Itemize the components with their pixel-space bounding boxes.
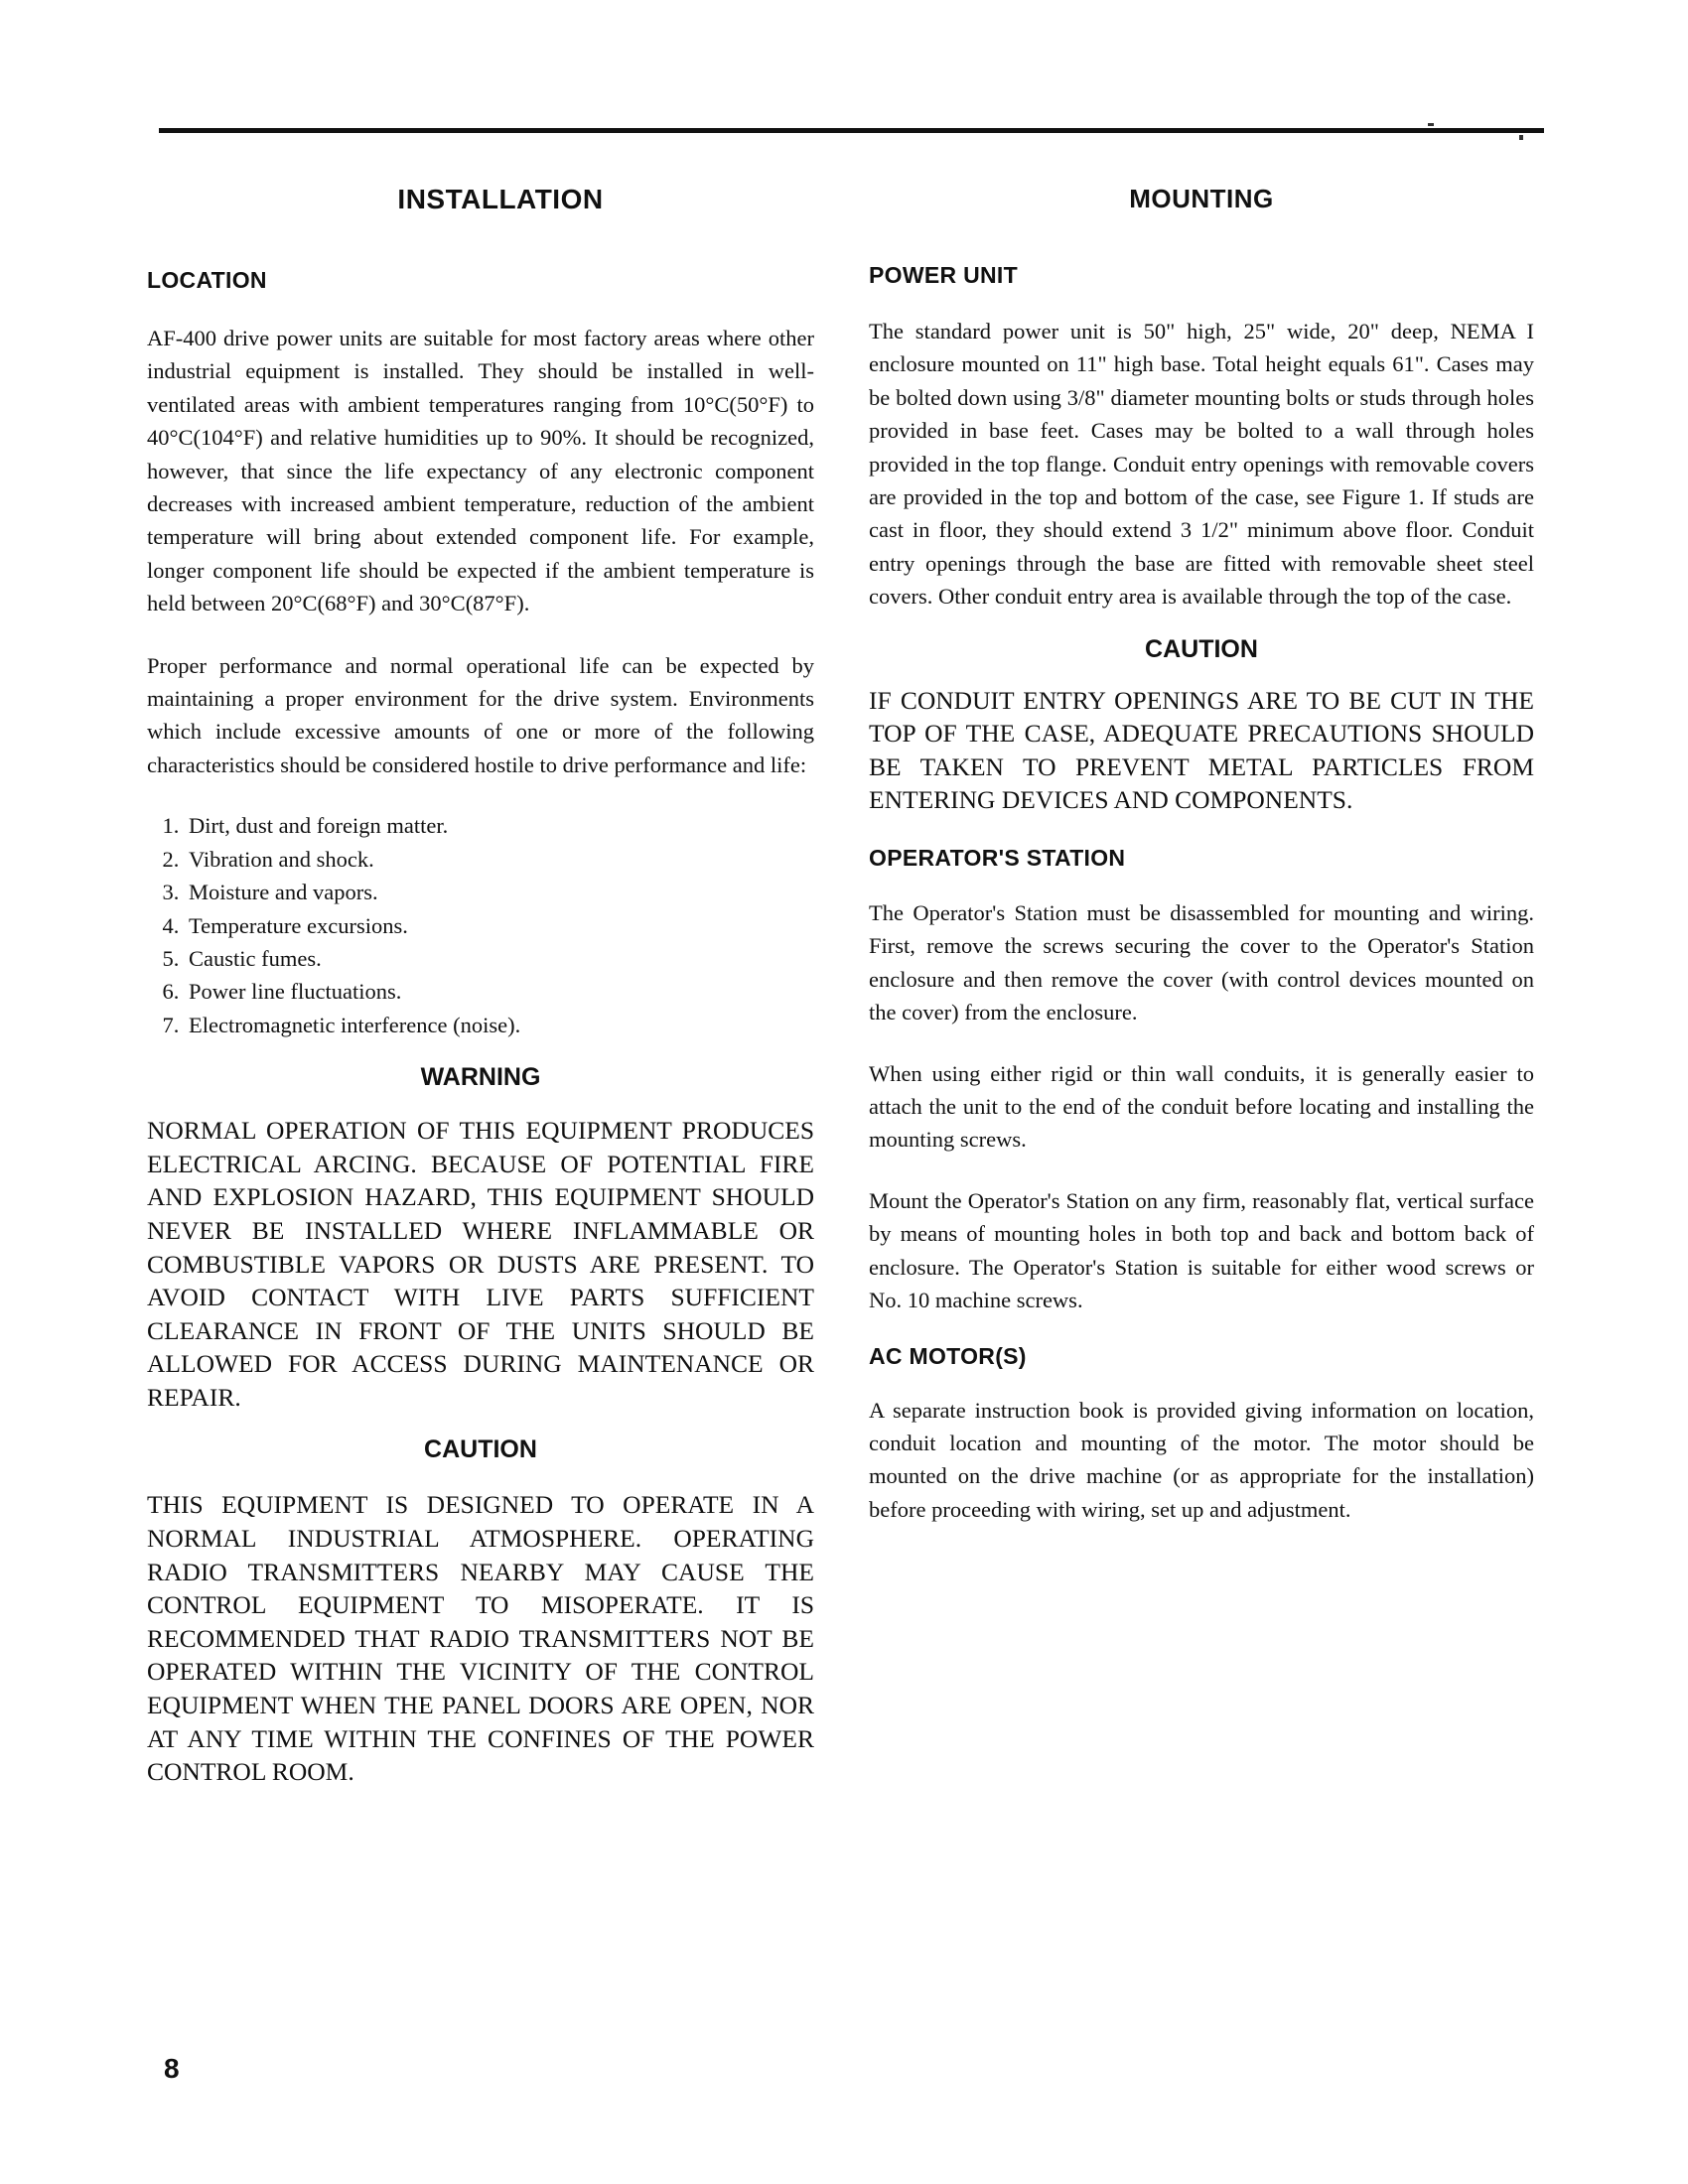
warning-heading: WARNING bbox=[420, 1063, 541, 1092]
list-item: 4. Temperature excursions. bbox=[185, 909, 814, 942]
list-item: 5. Caustic fumes. bbox=[185, 942, 814, 975]
location-paragraph-1: AF-400 drive power units are suitable for most factory areas where other industrial equipment is installed. They should be installed in well-ventilated areas with ambient temperatures ranging from 10°C(50°F) to 40°C(104°F) and relative humidities up to 90%. It should be recognized, however, that since the life expectancy of any electronic component decreases with increased ambient temperature, reduction of the ambient temperature will bring about extended component life. For example, longer component life should be expected if the ambient temperature is held between 20°C(68°F) and 30°C(87°F). bbox=[147, 326, 814, 616]
list-item: 6. Power line fluctuations. bbox=[185, 975, 814, 1008]
operators-station-paragraph-1: The Operator's Station must be disassembled for mounting and wiring. First, remove the screws securing the cover to the Operator's Station enclosure and then remove the cover (with control devices mounted on the cover) from the enclosure. bbox=[869, 900, 1534, 1025]
top-rule bbox=[159, 128, 1544, 133]
ac-motors-heading: AC MOTOR(S) bbox=[869, 1342, 1027, 1369]
power-unit-text: The standard power unit is 50" high, 25" wide, 20" deep, NEMA I enclosure mounted on 11" high base. Total height equals 61". Cases may be bolted down using 3/8" diameter mounting bolts or studs through holes provided in base feet. Cases may be bolted to a wall through holes provided in the top flange. Conduit entry openings with removable covers are provided in the top and bottom of the case, see Figure 1. If studs are cast in floor, they should extend 3 1/2" minimum above floor. Conduit entry openings through the base are fitted with removable sheet steel covers. Other conduit entry area is available through the top of the case. bbox=[869, 319, 1534, 610]
power-unit-heading: POWER UNIT bbox=[869, 262, 1018, 288]
rule-mark bbox=[1519, 135, 1523, 140]
list-item: 7. Electromagnetic interference (noise). bbox=[185, 1009, 814, 1041]
left-column bbox=[147, 184, 814, 1789]
operators-station-heading: OPERATOR'S STATION bbox=[869, 845, 1126, 872]
list-item: 3. Moisture and vapors. bbox=[185, 876, 814, 908]
warning-text: NORMAL OPERATION OF THIS EQUIPMENT PRODUCES ELECTRICAL ARCING. BECAUSE OF POTENTIAL FIRE AND EXPLOSION HAZARD, THIS EQUIPMENT SHOULD NEVER BE INSTALLED WHERE INFLAMMABLE OR COMBUSTIBLE VAPORS OR DUSTS ARE PRESENT. TO AVOID CONTACT WITH LIVE PARTS SUFFICIENT CLEARANCE IN FRONT OF THE UNITS SHOULD BE ALLOWED FOR ACCESS DURING MAINTENANCE OR REPAIR. bbox=[147, 1116, 814, 1412]
hostile-characteristics-list bbox=[147, 809, 814, 1041]
operators-station-paragraph-3: Mount the Operator's Station on any firm, reasonably flat, vertical surface by means of mounting holes in both top and back and bottom back of enclosure. The Operator's Station is suitable for either wood screws or No. 10 machine screws. bbox=[869, 1187, 1534, 1313]
location-paragraph-2: Proper performance and normal operational life can be expected by maintaining a proper environment for the drive system. Environments which include excessive amounts of one or more of the following characteristics should be considered hostile to drive performance and life: bbox=[147, 652, 814, 777]
caution-text: IF CONDUIT ENTRY OPENINGS ARE TO BE CUT IN THE TOP OF THE CASE, ADEQUATE PRECAUTIONS SHOULD BE TAKEN TO PREVENT METAL PARTICLES FROM ENTERING DEVICES AND COMPONENTS. bbox=[869, 685, 1534, 815]
list-item: 2. Vibration and shock. bbox=[185, 843, 814, 876]
list-item: 1. Dirt, dust and foreign matter. bbox=[185, 809, 814, 842]
caution-heading: CAUTION bbox=[424, 1435, 537, 1464]
installation-title: INSTALLATION bbox=[397, 184, 604, 214]
page-number: 8 bbox=[164, 2053, 180, 2084]
location-heading: LOCATION bbox=[147, 267, 267, 293]
rule-mark bbox=[1428, 123, 1434, 126]
mounting-title: MOUNTING bbox=[1129, 184, 1274, 213]
right-column bbox=[869, 184, 1534, 1526]
caution-text: THIS EQUIPMENT IS DESIGNED TO OPERATE IN A NORMAL INDUSTRIAL ATMOSPHERE. OPERATING RADIO TRANSMITTERS NEARBY MAY CAUSE THE CONTROL EQUIPMENT TO MISOPERATE. IT IS RECOMMENDED THAT RADIO TRANSMITTERS NOT BE OPERATED WITHIN THE VICINITY OF THE CONTROL EQUIPMENT WHEN THE PANEL DOORS ARE OPEN, NOR AT ANY TIME WITHIN THE CONFINES OF THE POWER CONTROL ROOM. bbox=[147, 1490, 814, 1787]
ac-motors-text: A separate instruction book is provided giving information on location, conduit location and mounting of the motor. The motor should be mounted on the drive machine (or as appropriate for the installation) before proceeding with wiring, set up and adjustment. bbox=[869, 1397, 1534, 1522]
caution-heading: CAUTION bbox=[1145, 634, 1258, 663]
operators-station-paragraph-2: When using either rigid or thin wall conduits, it is generally easier to attach the unit to the end of the conduit before locating and installing the mounting screws. bbox=[869, 1060, 1534, 1153]
